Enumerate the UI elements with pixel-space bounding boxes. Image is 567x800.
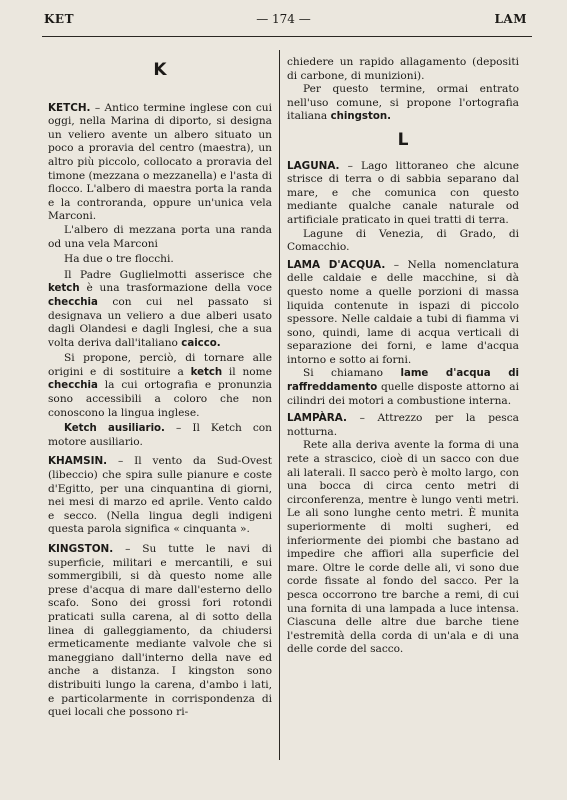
headword: LAMPÀRA. — [287, 412, 347, 425]
left-column — [48, 50, 272, 726]
definition-text: – Il vento da Sud-Ovest (libeccio) che spira sulle pianure e coste d'Egitto, per una cinquantina di giorni, nei mesi di marzo ed aprile. Vento caldo e secco. (Nella lingua degli indigeni questa parola significa « cinquanta ». — [48, 455, 272, 536]
text-run: – Il Ketch con motore ausiliario. — [48, 422, 272, 448]
entry-ketch-definition — [48, 102, 272, 224]
page-number: — 174 — — [256, 12, 311, 26]
paragraph: Ha due o tre flocchi. — [64, 253, 174, 266]
entry-lampara — [287, 412, 519, 439]
definition-text: – Lago littoraneo che alcune strisce di terra o di sabbia separano dal mare, e che comunica con questo mediante qualche canale naturale od artificiale praticato in quei tratti di terra. — [287, 159, 520, 226]
paragraph — [48, 269, 272, 351]
definition-text: – Antico termine inglese con cui oggi, nella Marina di diporto, si designa un veliero avente un albero situato un poco a proravia del centro (maestra), un altro più piccolo, collocato a proravia del timone (mezzana o mezzanella) e l'asta di flocco. L'albero di maestra porta la randa e la controranda, oppure un'unica vela Marconi. — [48, 101, 272, 223]
headword: KHAMSIN. — [48, 455, 108, 468]
definition-text: – Nella nomenclatura delle caldaie e delle macchine, si dà questo nome a quelle porzioni di massa liquida contenute in ispazi di piccolo spessore. Nelle caldaie a tubi di fiamma vi sono, quindi, lame di acqua verticali di separazione dei forni, e lame d'acqua intorno e sotto ai forni. — [287, 258, 519, 366]
entry-kingston-continued: chiedere un rapido allagamento (depositi di carbone, di munizioni). — [287, 56, 519, 82]
running-header — [0, 10, 567, 32]
sub-entry — [48, 422, 272, 449]
entry-ketch — [48, 102, 272, 450]
bold-term: checchia — [48, 296, 98, 308]
text-run: Il Padre Guglielmotti asserisce che — [64, 268, 272, 281]
paragraph — [48, 352, 272, 420]
section-letter-l: L — [397, 129, 409, 150]
definition-text: – Su tutte le navi di superficie, militari e mercantili, e sui sommergibili, si dà questo nome alle prese d'acqua di mare dall'esterno dello scafo. Sono dei grossi fori rotondi praticati sulla carena, al di sotto della linea di galleggiamento, da chiudersi ermeticamente mediante valvole che si maneggiano dall'interno della nave ed anche a distanza. I kingston sono distribuiti lungo la carena, d'ambo i lati, e particolarmente in corrispondenza di quei locali che possono ri- — [48, 543, 272, 719]
entry-lama-d-acqua — [287, 259, 519, 368]
paragraph: L'albero di mezzana porta una randa od una vela Marconi — [48, 223, 272, 250]
paragraph — [287, 367, 519, 408]
paragraph: Lagune di Venezia, di Grado, di Comacchio. — [287, 227, 519, 254]
definition-text: – Attrezzo per la pesca notturna. — [287, 412, 519, 438]
text-run: Si propone, perciò, di tornare alle origini e di sostituire a — [48, 352, 272, 378]
sub-headword: Ketch ausiliario. — [64, 423, 165, 435]
text-run: la cui ortografia e pronunzia sono accessibili a coloro che non conoscono la lingua inglese. — [48, 379, 272, 419]
entry-laguna — [287, 160, 519, 228]
column-divider — [279, 50, 280, 760]
text-run: Si chiamano — [303, 367, 384, 380]
text-run: è una trasformazione della voce — [86, 282, 272, 295]
headword: KINGSTON. — [48, 543, 114, 555]
paragraph: Rete alla deriva avente la forma di una rete a strascico, cioè di un sacco con due ali laterali. Il sacco però è molto largo, con una bocca di circa cento metri di circonferenza, mentre è lungo venti metri. Le ali sono lunghe cento metri. È munita superiormente di molti sugheri, ed inferiormente dei piombi che bastano ad impedire che affiori alla superficie del mare. Oltre le corde delle ali, vi sono due corde fissate al fondo del sacco. Per la pesca occorrono tre barche a remi, di cui una fornita di una lampada a luce intensa. Ciascuna delle altre due barche tiene l'estremità della corda di un'ala e di una delle corde del sacco. — [287, 439, 519, 656]
text-run: con cui nel passato si designava un veliero a due alberi usato dagli Olandesi e dagli Inglesi, che a sua volta deriva dall'italiano — [48, 295, 272, 349]
header-right-guide-word: LAM — [494, 12, 527, 26]
header-left-guide-word: KET — [44, 12, 75, 26]
header-rule — [42, 36, 532, 37]
text-run: Per questo termine, ormai entrato nell'uso comune, si propone l'ortografia italiana — [287, 83, 519, 123]
bold-term: lame d'acqua di raffreddamento — [287, 368, 519, 394]
headword: LAMA D'ACQUA. — [287, 258, 386, 271]
entry-kingston — [48, 543, 272, 720]
bold-term: caicco. — [181, 337, 221, 349]
headword: KETCH. — [48, 101, 91, 114]
bold-term: ketch — [190, 366, 223, 378]
bold-term: chingston. — [330, 111, 391, 123]
entry-khamsin — [48, 455, 272, 537]
bold-term: ketch — [48, 283, 80, 295]
paragraph — [287, 83, 519, 124]
section-letter-k: K — [153, 60, 167, 80]
bold-term: checchia — [48, 380, 98, 392]
headword: LAGUNA. — [287, 159, 340, 172]
text-run: quelle disposte attorno ai cilindri dei motori a combustione interna. — [287, 381, 519, 407]
right-column — [287, 56, 519, 659]
text-run: il nome — [228, 365, 272, 378]
